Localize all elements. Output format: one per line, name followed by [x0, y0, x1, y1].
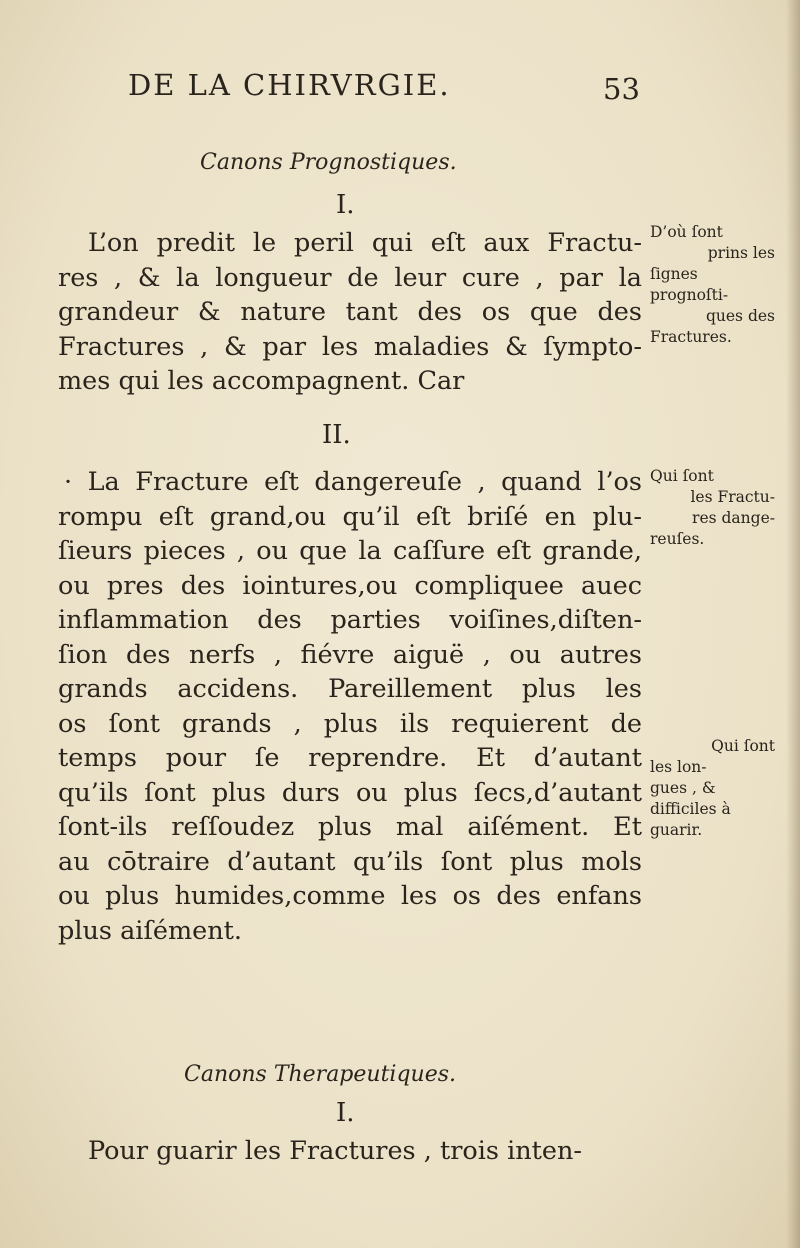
text-line: grandeur & nature tant des os que des — [58, 297, 642, 327]
text-line: plus aiſément. — [58, 915, 243, 946]
text-line: grands accidens. Pareillement plus les — [58, 674, 642, 704]
margin-line: res dange- — [692, 509, 775, 527]
text-line: rompu eſt grand,ou qu’il eſt briſé en plu- — [58, 501, 642, 532]
text-line: ou plus humides,comme les os des enfans — [58, 881, 642, 911]
paragraph-numeral: I. — [336, 1098, 355, 1128]
page-edge-shadow — [786, 0, 800, 1248]
paragraph-2 — [58, 465, 642, 948]
margin-line: Qui ſont — [650, 467, 714, 485]
text-line: Fractures , & par les maladies & ſympto- — [58, 331, 642, 362]
text-line: os ſont grands , plus ils requierent de — [58, 708, 642, 739]
margin-line: gues , & — [650, 779, 716, 797]
margin-line: guarir. — [650, 821, 703, 839]
margin-line: difficiles à — [650, 800, 731, 818]
paragraph-1 — [58, 226, 642, 399]
text-line: ſieurs pieces , ou que la caſſure eſt grande, — [58, 536, 642, 566]
section-title-prognostic: Canons Prognostiques. — [200, 150, 457, 175]
margin-note-dangerous-fractures — [650, 466, 775, 550]
paragraph-numeral: II. — [322, 420, 351, 450]
section-title-therapeutic: Canons Therapeutiques. — [184, 1062, 457, 1087]
margin-line: les Fractu- — [690, 488, 775, 506]
text-line: inflammation des parties voiſines,diſten- — [58, 605, 642, 635]
text-line: ou pres des iointures,ou compliquee auec — [58, 570, 642, 601]
margin-note-long-healing — [650, 736, 775, 841]
margin-line: reuſes. — [650, 530, 705, 548]
margin-line: les lon- — [650, 758, 707, 776]
text-line: qu’ils ſont plus durs ou plus ſecs,d’autant — [58, 777, 642, 808]
margin-line: Qui ſont — [711, 737, 775, 755]
running-title: DE LA CHIRVRGIE. — [128, 68, 451, 102]
text-line: res , & la longueur de leur cure , par la — [58, 262, 642, 293]
margin-line: ques des — [705, 307, 775, 325]
paragraph-3 — [58, 1134, 642, 1169]
margin-line: ſignes — [650, 265, 698, 283]
page-number: 53 — [603, 72, 640, 106]
text-line: · La Fracture eſt dangereuſe , quand l’os — [64, 467, 642, 497]
paragraph-numeral: I. — [336, 190, 355, 220]
text-line: ſont-ils reſſoudez plus mal aiſément. Et — [58, 812, 642, 842]
text-line: Pour guarir les Fractures , trois inten- — [88, 1136, 583, 1166]
margin-line: prins les — [707, 244, 775, 262]
text-line: ſion des nerfs , fiévre aiguë , ou autres — [58, 639, 642, 670]
margin-line: D’où ſont — [650, 223, 723, 241]
text-line: au cōtraire d’autant qu’ils ſont plus mols — [58, 846, 642, 877]
margin-line: prognoſti- — [650, 286, 729, 304]
text-line: L’on predit le peril qui eſt aux Fractu- — [88, 228, 642, 258]
margin-note-prognostic-signs — [650, 222, 775, 348]
text-line: mes qui les accompagnent. Car — [58, 366, 465, 396]
text-line: temps pour ſe reprendre. Et d’autant — [58, 743, 642, 773]
margin-line: Fractures. — [650, 328, 732, 346]
